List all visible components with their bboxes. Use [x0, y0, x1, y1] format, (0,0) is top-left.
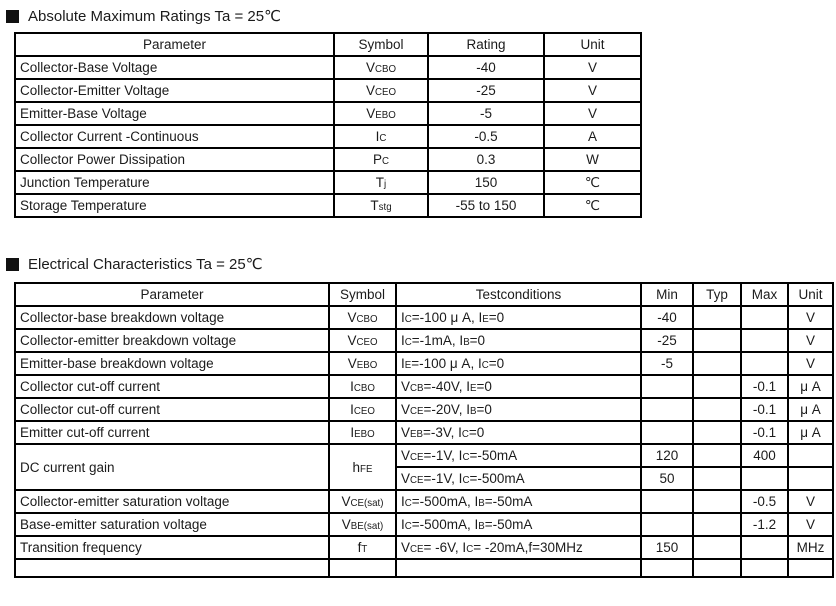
parameter-cell: Base-emitter saturation voltage: [15, 513, 329, 536]
typ-cell: [693, 559, 741, 577]
testconditions-cell: VCB=-40V, IE=0: [396, 375, 641, 398]
parameter-cell: Junction Temperature: [15, 171, 334, 194]
typ-cell: [693, 352, 741, 375]
testconditions-cell: IC=-500mA, IB=-50mA: [396, 490, 641, 513]
max-cell: [741, 467, 788, 490]
symbol-header: Symbol: [334, 33, 428, 56]
table-row: [15, 490, 833, 513]
max-cell: -1.2: [741, 513, 788, 536]
min-cell: -5: [641, 352, 693, 375]
parameter-cell: Transition frequency: [15, 536, 329, 559]
table-header-row: [15, 283, 833, 306]
table-row: [15, 171, 641, 194]
unit-cell: V: [544, 102, 641, 125]
max-header: Max: [741, 283, 788, 306]
max-cell: -0.1: [741, 421, 788, 444]
max-cell: [741, 536, 788, 559]
symbol-cell: Tj: [334, 171, 428, 194]
testconditions-cell: VCE=-1V, IC=-500mA: [396, 467, 641, 490]
min-cell: 150: [641, 536, 693, 559]
typ-cell: [693, 467, 741, 490]
elec-char-title: [6, 255, 836, 273]
parameter-cell: Collector cut-off current: [15, 375, 329, 398]
typ-cell: [693, 421, 741, 444]
testconditions-cell: VCE=-1V, IC=-50mA: [396, 444, 641, 467]
max-cell: 400: [741, 444, 788, 467]
symbol-cell: [329, 559, 396, 577]
max-cell: -0.1: [741, 375, 788, 398]
testconditions-cell: VEB=-3V, IC=0: [396, 421, 641, 444]
elec-char-section: [0, 255, 836, 578]
max-cell: [741, 352, 788, 375]
testconditions-cell: [396, 559, 641, 577]
min-cell: [641, 421, 693, 444]
unit-cell: V: [788, 306, 833, 329]
rating-cell: -55 to 150: [428, 194, 544, 217]
unit-cell: [788, 559, 833, 577]
unit-cell: V: [788, 490, 833, 513]
symbol-header: Symbol: [329, 283, 396, 306]
table-row: [15, 375, 833, 398]
parameter-cell: Collector-emitter saturation voltage: [15, 490, 329, 513]
parameter-cell: Emitter-Base Voltage: [15, 102, 334, 125]
unit-cell: ℃: [544, 171, 641, 194]
typ-cell: [693, 329, 741, 352]
rating-cell: -40: [428, 56, 544, 79]
symbol-cell: ICEO: [329, 398, 396, 421]
unit-cell: [788, 444, 833, 467]
typ-cell: [693, 444, 741, 467]
unit-cell: μ A: [788, 398, 833, 421]
parameter-cell: DC current gain: [15, 444, 329, 490]
min-cell: [641, 490, 693, 513]
parameter-cell: Collector Power Dissipation: [15, 148, 334, 171]
parameter-cell: Collector-Base Voltage: [15, 56, 334, 79]
rating-cell: 150: [428, 171, 544, 194]
typ-cell: [693, 306, 741, 329]
testconditions-cell: IC=-1mA, IB=0: [396, 329, 641, 352]
max-cell: [741, 559, 788, 577]
table-row: [15, 352, 833, 375]
typ-cell: [693, 398, 741, 421]
parameter-header: Parameter: [15, 33, 334, 56]
testconditions-cell: IC=-100 μ A, IE=0: [396, 306, 641, 329]
rating-header: Rating: [428, 33, 544, 56]
symbol-cell: VCEO: [329, 329, 396, 352]
testconditions-cell: VCE=-20V, IB=0: [396, 398, 641, 421]
unit-cell: [788, 467, 833, 490]
symbol-cell: VCBO: [329, 306, 396, 329]
unit-cell: V: [788, 329, 833, 352]
symbol-cell: VEBO: [334, 102, 428, 125]
symbol-cell: ICBO: [329, 375, 396, 398]
parameter-cell: Storage Temperature: [15, 194, 334, 217]
parameter-cell: Emitter-base breakdown voltage: [15, 352, 329, 375]
typ-cell: [693, 536, 741, 559]
table-row: [15, 398, 833, 421]
rating-cell: -5: [428, 102, 544, 125]
unit-header: Unit: [544, 33, 641, 56]
testconditions-cell: IC=-500mA, IB=-50mA: [396, 513, 641, 536]
min-cell: -40: [641, 306, 693, 329]
min-cell: 120: [641, 444, 693, 467]
unit-cell: V: [544, 56, 641, 79]
symbol-cell: Tstg: [334, 194, 428, 217]
symbol-cell: VBE(sat): [329, 513, 396, 536]
max-cell: -0.5: [741, 490, 788, 513]
unit-cell: MHz: [788, 536, 833, 559]
table-row: [15, 102, 641, 125]
min-header: Min: [641, 283, 693, 306]
table-header-row: [15, 33, 641, 56]
unit-cell: W: [544, 148, 641, 171]
typ-cell: [693, 490, 741, 513]
parameter-cell: Collector-base breakdown voltage: [15, 306, 329, 329]
rating-cell: -25: [428, 79, 544, 102]
parameter-cell: Collector-emitter breakdown voltage: [15, 329, 329, 352]
testconditions-header: Testconditions: [396, 283, 641, 306]
table-row: [15, 421, 833, 444]
table-row: [15, 79, 641, 102]
unit-cell: V: [788, 352, 833, 375]
unit-cell: V: [788, 513, 833, 536]
min-cell: [641, 559, 693, 577]
min-cell: [641, 375, 693, 398]
table-row: [15, 329, 833, 352]
abs-max-title-text: Absolute Maximum Ratings Ta = 25℃: [28, 8, 281, 25]
max-cell: [741, 329, 788, 352]
symbol-cell: hFE: [329, 444, 396, 490]
bullet-square-icon: [6, 258, 19, 271]
abs-max-title: [6, 0, 836, 25]
symbol-cell: fT: [329, 536, 396, 559]
table-row: [15, 536, 833, 559]
table-row: [15, 306, 833, 329]
unit-cell: V: [544, 79, 641, 102]
table-row: [15, 56, 641, 79]
min-cell: 50: [641, 467, 693, 490]
symbol-cell: VCBO: [334, 56, 428, 79]
symbol-cell: IC: [334, 125, 428, 148]
abs-max-table: [14, 32, 642, 218]
bullet-square-icon: [6, 10, 19, 23]
parameter-cell: [15, 559, 329, 577]
unit-cell: μ A: [788, 375, 833, 398]
unit-cell: A: [544, 125, 641, 148]
min-cell: -25: [641, 329, 693, 352]
table-row: [15, 444, 833, 467]
parameter-cell: Collector Current -Continuous: [15, 125, 334, 148]
testconditions-cell: IE=-100 μ A, IC=0: [396, 352, 641, 375]
parameter-header: Parameter: [15, 283, 329, 306]
symbol-cell: VEBO: [329, 352, 396, 375]
elec-char-title-text: Electrical Characteristics Ta = 25℃: [28, 256, 263, 273]
unit-cell: ℃: [544, 194, 641, 217]
symbol-cell: IEBO: [329, 421, 396, 444]
testconditions-cell: VCE= -6V, IC= -20mA,f=30MHz: [396, 536, 641, 559]
unit-cell: μ A: [788, 421, 833, 444]
table-row: [15, 148, 641, 171]
symbol-cell: VCE(sat): [329, 490, 396, 513]
table-row: [15, 513, 833, 536]
table-row: [15, 194, 641, 217]
rating-cell: -0.5: [428, 125, 544, 148]
typ-cell: [693, 513, 741, 536]
rating-cell: 0.3: [428, 148, 544, 171]
symbol-cell: VCEO: [334, 79, 428, 102]
min-cell: [641, 398, 693, 421]
parameter-cell: Collector cut-off current: [15, 398, 329, 421]
typ-cell: [693, 375, 741, 398]
typ-header: Typ: [693, 283, 741, 306]
max-cell: -0.1: [741, 398, 788, 421]
elec-char-table: [14, 282, 834, 578]
abs-max-section: [0, 0, 836, 218]
unit-header: Unit: [788, 283, 833, 306]
table-row: [15, 125, 641, 148]
symbol-cell: PC: [334, 148, 428, 171]
max-cell: [741, 306, 788, 329]
table-row-partial: [15, 559, 833, 577]
parameter-cell: Collector-Emitter Voltage: [15, 79, 334, 102]
parameter-cell: Emitter cut-off current: [15, 421, 329, 444]
min-cell: [641, 513, 693, 536]
